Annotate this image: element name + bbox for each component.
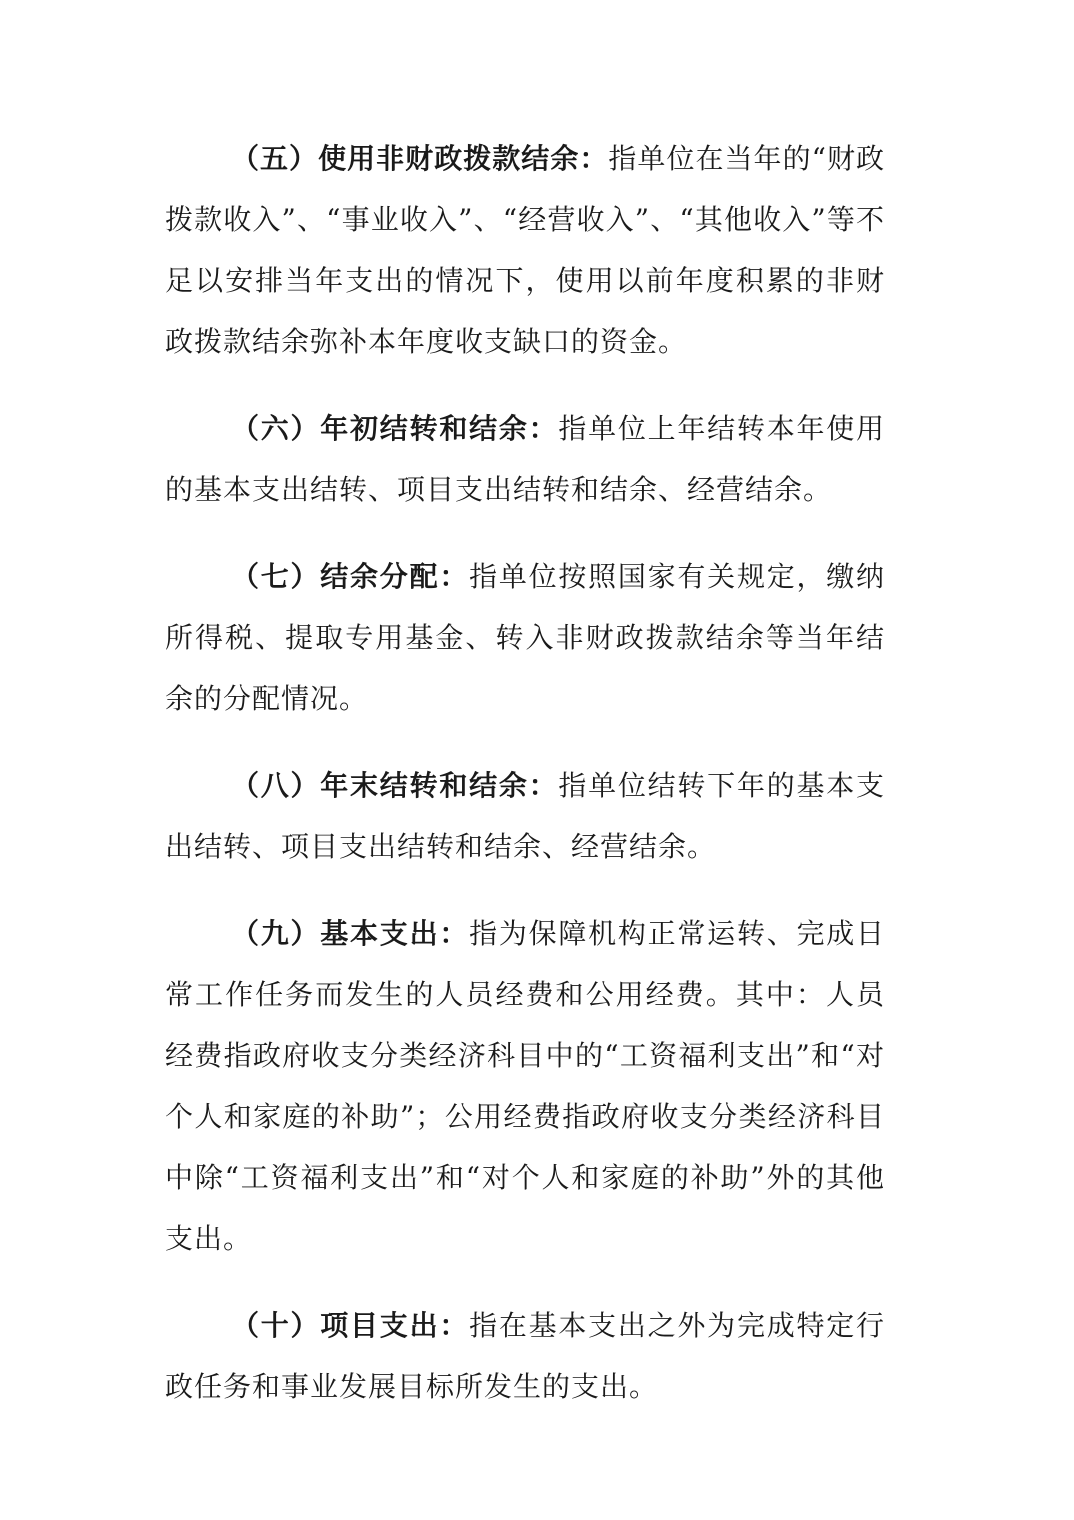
paragraph-9 bbox=[165, 903, 885, 1269]
term-heading: （六）年初结转和结余： bbox=[231, 412, 559, 445]
paragraph-7 bbox=[165, 546, 885, 729]
term-definition: 指单位在当年的“财政拨款收入”、“事业收入”、“经营收入”、“其他收入”等不足以安排当年支出的情况下，使用以前年度积累的非财政拨款结余弥补本年度收支缺口的资金。 bbox=[165, 142, 885, 358]
term-heading: （五）使用非财政拨款结余： bbox=[231, 142, 609, 175]
term-heading: （八）年末结转和结余： bbox=[231, 769, 559, 802]
term-definition: 指在基本支出之外为完成特定行政任务和事业发展目标所发生的支出。 bbox=[165, 1309, 885, 1403]
paragraph-8 bbox=[165, 755, 885, 877]
paragraph-5 bbox=[165, 128, 885, 372]
term-definition: 指为保障机构正常运转、完成日常工作任务而发生的人员经费和公用经费。其中：人员经费指政府收支分类经济科目中的“工资福利支出”和“对个人和家庭的补助”；公用经费指政府收支分类经济科目中除“工资福利支出”和“对个人和家庭的补助”外的其他支出。 bbox=[165, 917, 885, 1255]
paragraph-10 bbox=[165, 1295, 885, 1417]
term-heading: （七）结余分配： bbox=[231, 560, 470, 593]
document-page bbox=[165, 128, 885, 1443]
term-definition: 指单位结转下年的基本支出结转、项目支出结转和结余、经营结余。 bbox=[165, 769, 885, 863]
term-definition: 指单位按照国家有关规定，缴纳所得税、提取专用基金、转入非财政拨款结余等当年结余的分配情况。 bbox=[165, 560, 885, 715]
term-heading: （九）基本支出： bbox=[231, 917, 470, 950]
term-definition: 指单位上年结转本年使用的基本支出结转、项目支出结转和结余、经营结余。 bbox=[165, 412, 885, 506]
term-heading: （十）项目支出： bbox=[231, 1309, 470, 1342]
paragraph-6 bbox=[165, 398, 885, 520]
